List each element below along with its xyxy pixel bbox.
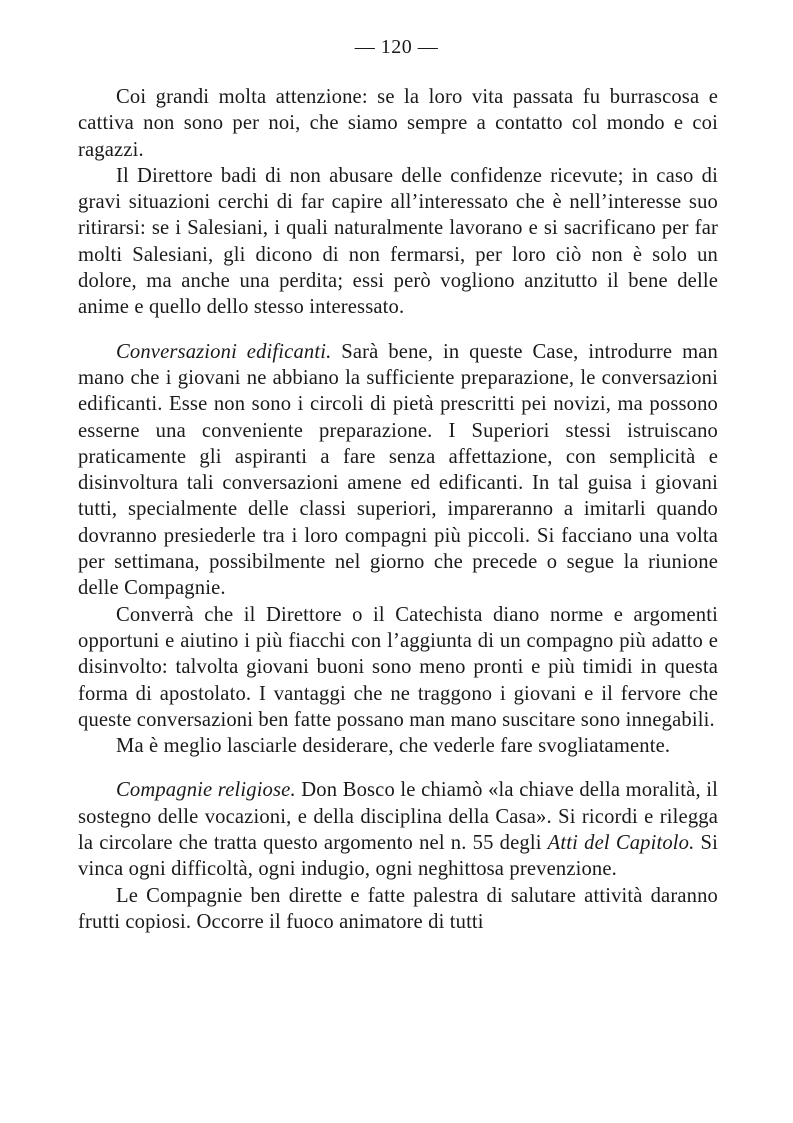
paragraph-grandi [78, 84, 718, 163]
paragraph-compagnie-religiose [78, 777, 718, 882]
paragraph-direttore-catechista [78, 602, 718, 733]
paragraph-text: Coi grandi molta attenzione: se la loro vita passata fu burrascosa e cattiva non sono per noi, che siamo sempre a contatto col mondo e coi ragazzi. [78, 86, 718, 161]
paragraph-text: Ma è meglio lasciarle desiderare, che vederle fare svogliatamente. [116, 735, 671, 758]
paragraph-text: Sarà bene, in queste Case, introdurre man mano che i giovani ne abbiano la sufficiente preparazione, le conversazioni edificanti. Esse non sono i circoli di pietà prescritti pei novizi, ma possono esserne una conveniente preparazione. I Superiori stessi istruiscano praticamente gli aspiranti a fare senza affettazione, con semplicità e disinvoltura tali conversazioni amene ed edificanti. In tal guisa i giovani tutti, specialmente delle classi superiori, impareranno a imitarli quando dovranno presiederle tra i loro compagni più piccoli. Si facciano una volta per settimana, possibilmente nel giorno che precede o segue la riunione delle Compagnie. [78, 340, 718, 600]
paragraph-svogliatamente [78, 733, 718, 759]
body-text [78, 84, 718, 935]
section-heading-conversazioni: Conversazioni edificanti. [116, 340, 332, 363]
paragraph-conversazioni-edificanti [78, 339, 718, 602]
page-number: — 120 — [354, 36, 439, 58]
paragraph-text: Si vinca ogni difficoltà, ogni indugio, ogni neghittosa prevenzione. [78, 832, 718, 881]
paragraph-compagnie-ben-dirette [78, 883, 718, 936]
paragraph-direttore-confidenze [78, 163, 718, 321]
paragraph-text: Le Compagnie ben dirette e fatte palestra di salutare attività daranno frutti copiosi. Occorre il fuoco animatore di tutti [78, 884, 718, 933]
paragraph-text: Converrà che il Direttore o il Catechista diano norme e argomenti opportuni e aiutino i più fiacchi con l’aggiunta di un compagno più adatto e disinvolto: talvolta giovani buoni sono meno pronti e più timidi in questa forma di apostolato. I vantaggi che ne traggono i giovani e il fervore che queste conversazioni ben fatte possano man mano suscitare sono innegabili. [78, 603, 718, 731]
paragraph-text: Il Direttore badi di non abusare delle confidenze ricevute; in caso di gravi situazioni cerchi di far capire all’interessato che è nell’interesse suo ritirarsi: se i Salesiani, i quali naturalmente lavorano e si sacrificano per far molti Salesiani, gli dicono di non fermarsi, per loro ciò non è solo un dolore, ma anche una perdita; essi però vogliono anzitutto il bene delle anime e quello dello stesso interessato. [78, 164, 718, 319]
paragraph-text: Don Bosco le chiamò «la chiave della moralità, il sostegno delle vocazioni, e della disciplina della Casa». Si ricordi e rilegga la circolare che tratta questo argomento nel n. 55 degli [78, 779, 718, 855]
section-heading-compagnie: Compagnie religiose. [116, 779, 296, 802]
citation-atti-capitolo: Atti del Capitolo. [547, 832, 695, 855]
